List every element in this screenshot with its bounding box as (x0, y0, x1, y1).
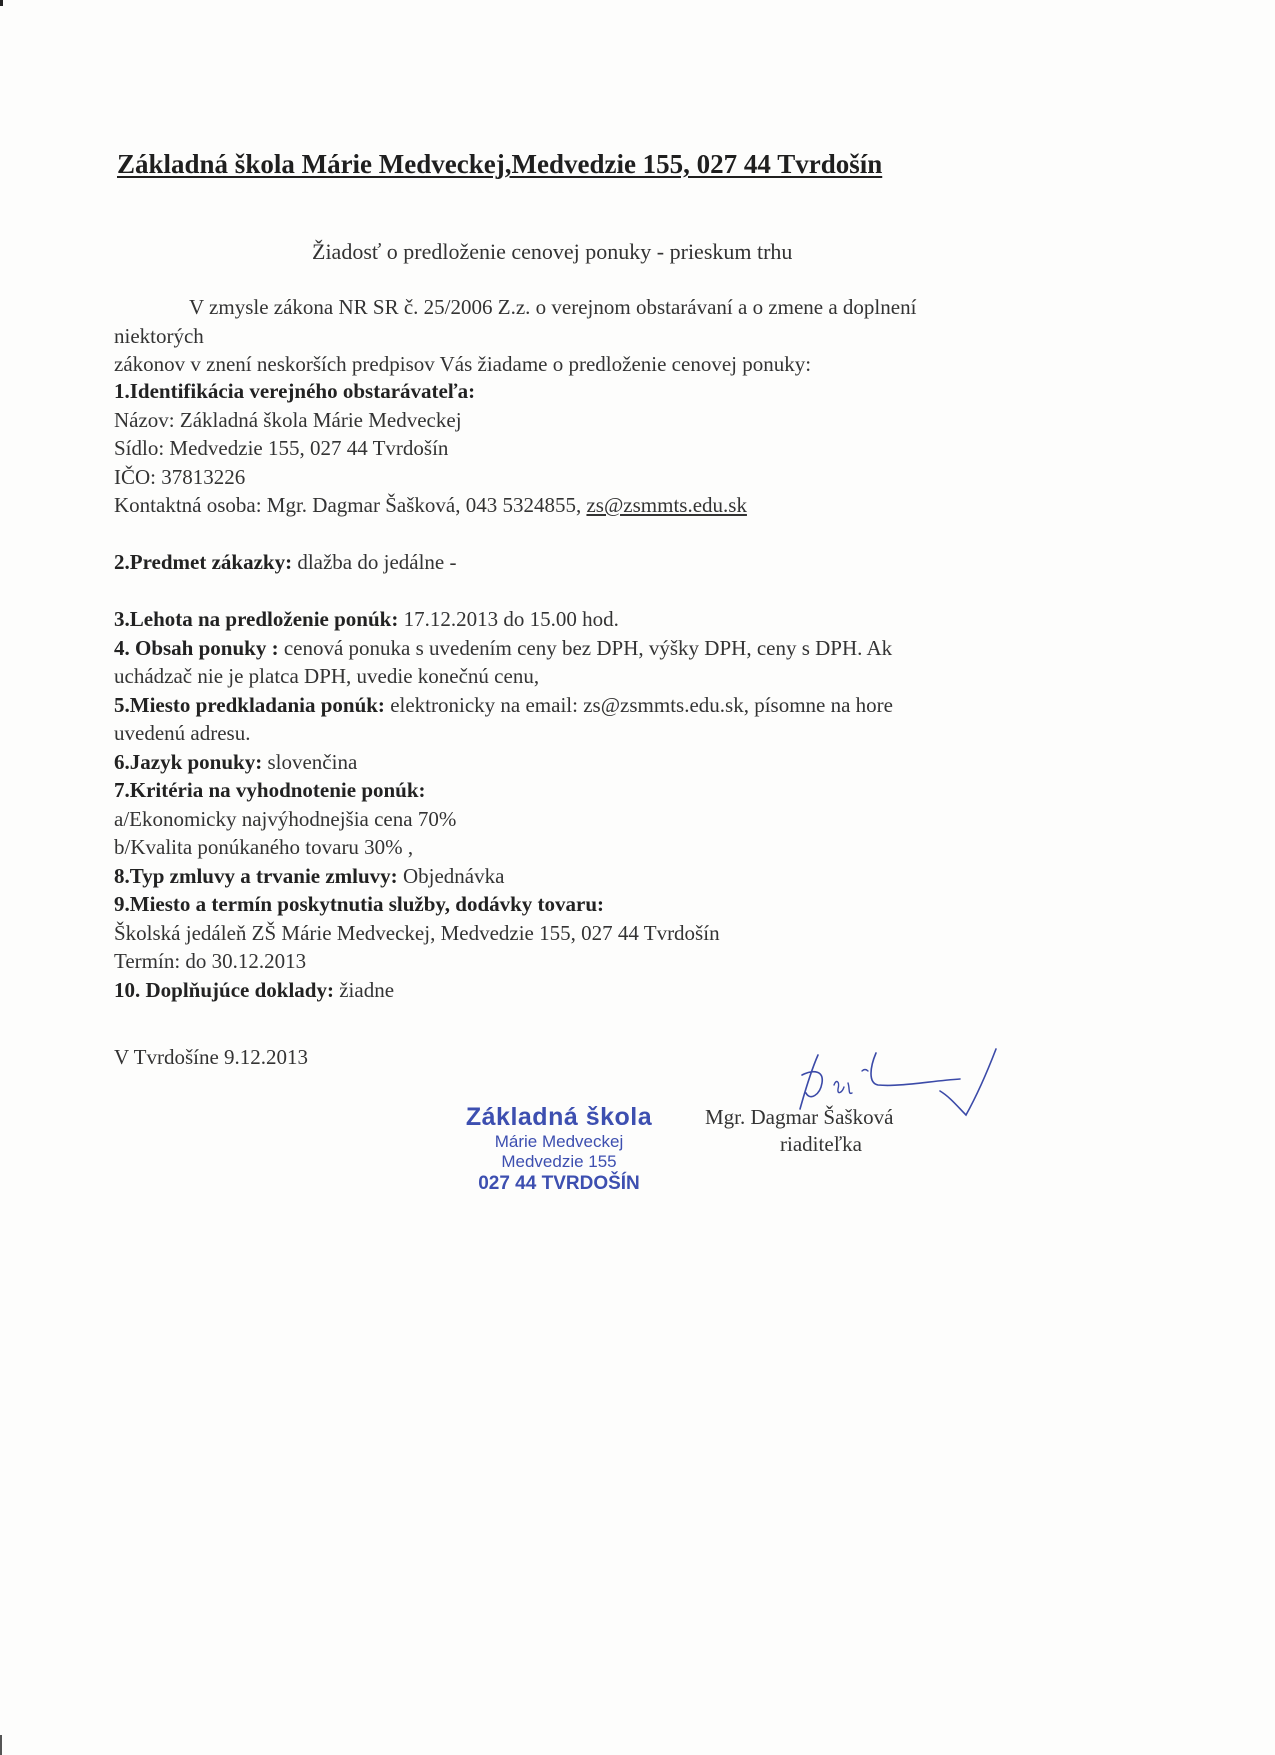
section6-value: slovenčina (262, 749, 358, 774)
section4-label: 4. Obsah ponuky : (114, 635, 279, 660)
section8-value: Objednávka (397, 863, 505, 888)
section4-value: cenová ponuka s uvedením ceny bez DPH, výšky DPH, ceny s DPH. Ak (278, 635, 893, 660)
section7-item-a: a/Ekonomicky najvýhodnejšia cena 70% (114, 806, 457, 831)
section8 (114, 862, 893, 891)
section4 (114, 634, 893, 663)
section2-label: 2.Predmet zákazky: (114, 550, 293, 574)
section7-item-b: b/Kvalita ponúkaného tovaru 30% , (114, 835, 414, 859)
requirements-list (114, 377, 893, 1004)
section4-value-2: uchádzač nie je platca DPH, uvedie konečnú cenu, (114, 664, 540, 688)
section10-label: 10. Doplňujúce doklady: (114, 977, 334, 1002)
section8-label: 8.Typ zmluvy a trvanie zmluvy: (114, 863, 398, 888)
section2 (114, 548, 893, 577)
section1-ico: IČO: 37813226 (114, 464, 246, 489)
section3 (114, 605, 893, 634)
document-subtitle: Žiadosť o predloženie cenovej ponuky - prieskum trhu (312, 239, 793, 264)
section2-value: dlažba do jedálne - (292, 550, 457, 574)
section3-label: 3.Lehota na predloženie ponúk: (114, 607, 399, 631)
handwritten-signature (790, 1045, 1005, 1125)
scan-corner-mark (0, 0, 3, 6)
stamp-line-4: 027 44 TVRDOŠÍN (478, 1173, 640, 1194)
intro-paragraph (114, 293, 916, 379)
intro-line-1: V zmysle zákona NR SR č. 25/2006 Z.z. o verejnom obstarávaní a o zmene a doplnení (189, 295, 917, 319)
section6 (114, 748, 893, 777)
stamp-line-3: Medvedzie 155 (501, 1152, 617, 1171)
section1-contact (114, 491, 893, 520)
section7-label: 7.Kritéria na vyhodnotenie ponúk: (114, 778, 426, 802)
section9-term: Termín: do 30.12.2013 (114, 949, 307, 973)
section10 (114, 976, 893, 1005)
section1-name: Názov: Základná škola Márie Medveckej (114, 407, 462, 432)
spacer (114, 577, 893, 606)
contact-text: Kontaktná osoba: Mgr. Dagmar Šašková, 043 5324855, (114, 493, 587, 517)
scan-edge-mark (0, 1735, 2, 1755)
contact-email-link[interactable]: zs@zsmmts.edu.sk (586, 493, 747, 517)
section1-seat: Sídlo: Medvedzie 155, 027 44 Tvrdošín (114, 436, 449, 460)
section9-place: Školská jedáleň ZŠ Márie Medveckej, Medvedzie 155, 027 44 Tvrdošín (114, 920, 720, 945)
signer-name: Mgr. Dagmar Šašková (705, 1105, 894, 1129)
section5-value-2: uvedenú adresu. (114, 721, 251, 745)
section3-value: 17.12.2013 do 15.00 hod. (398, 607, 619, 631)
spacer (114, 520, 893, 549)
section5-label: 5.Miesto predkladania ponúk: (114, 692, 385, 717)
place-and-date: V Tvrdošíne 9.12.2013 (114, 1045, 309, 1069)
section1-heading: 1.Identifikácia verejného obstarávateľa: (114, 379, 476, 403)
section5 (114, 691, 893, 720)
document-title: Základná škola Márie Medveckej,Medvedzie 155, 027 44 Tvrdošín (117, 149, 883, 179)
stamp-line-2: Márie Medveckej (494, 1132, 624, 1151)
intro-line-2: niektorých (114, 323, 204, 348)
school-stamp (444, 1102, 674, 1196)
signer-role: riaditeľka (780, 1132, 862, 1156)
stamp-line-1: Základná škola (465, 1103, 653, 1131)
intro-line-3: zákonov v znení neskorších predpisov Vás žiadame o predloženie cenovej ponuky: (114, 352, 812, 376)
section10-value: žiadne (333, 977, 395, 1002)
section5-value: elektronicky na email: zs@zsmmts.edu.sk, písomne na hore (384, 692, 893, 717)
section9-label: 9.Miesto a termín poskytnutia služby, dodávky tovaru: (114, 892, 605, 916)
section6-label: 6.Jazyk ponuky: (114, 749, 263, 774)
